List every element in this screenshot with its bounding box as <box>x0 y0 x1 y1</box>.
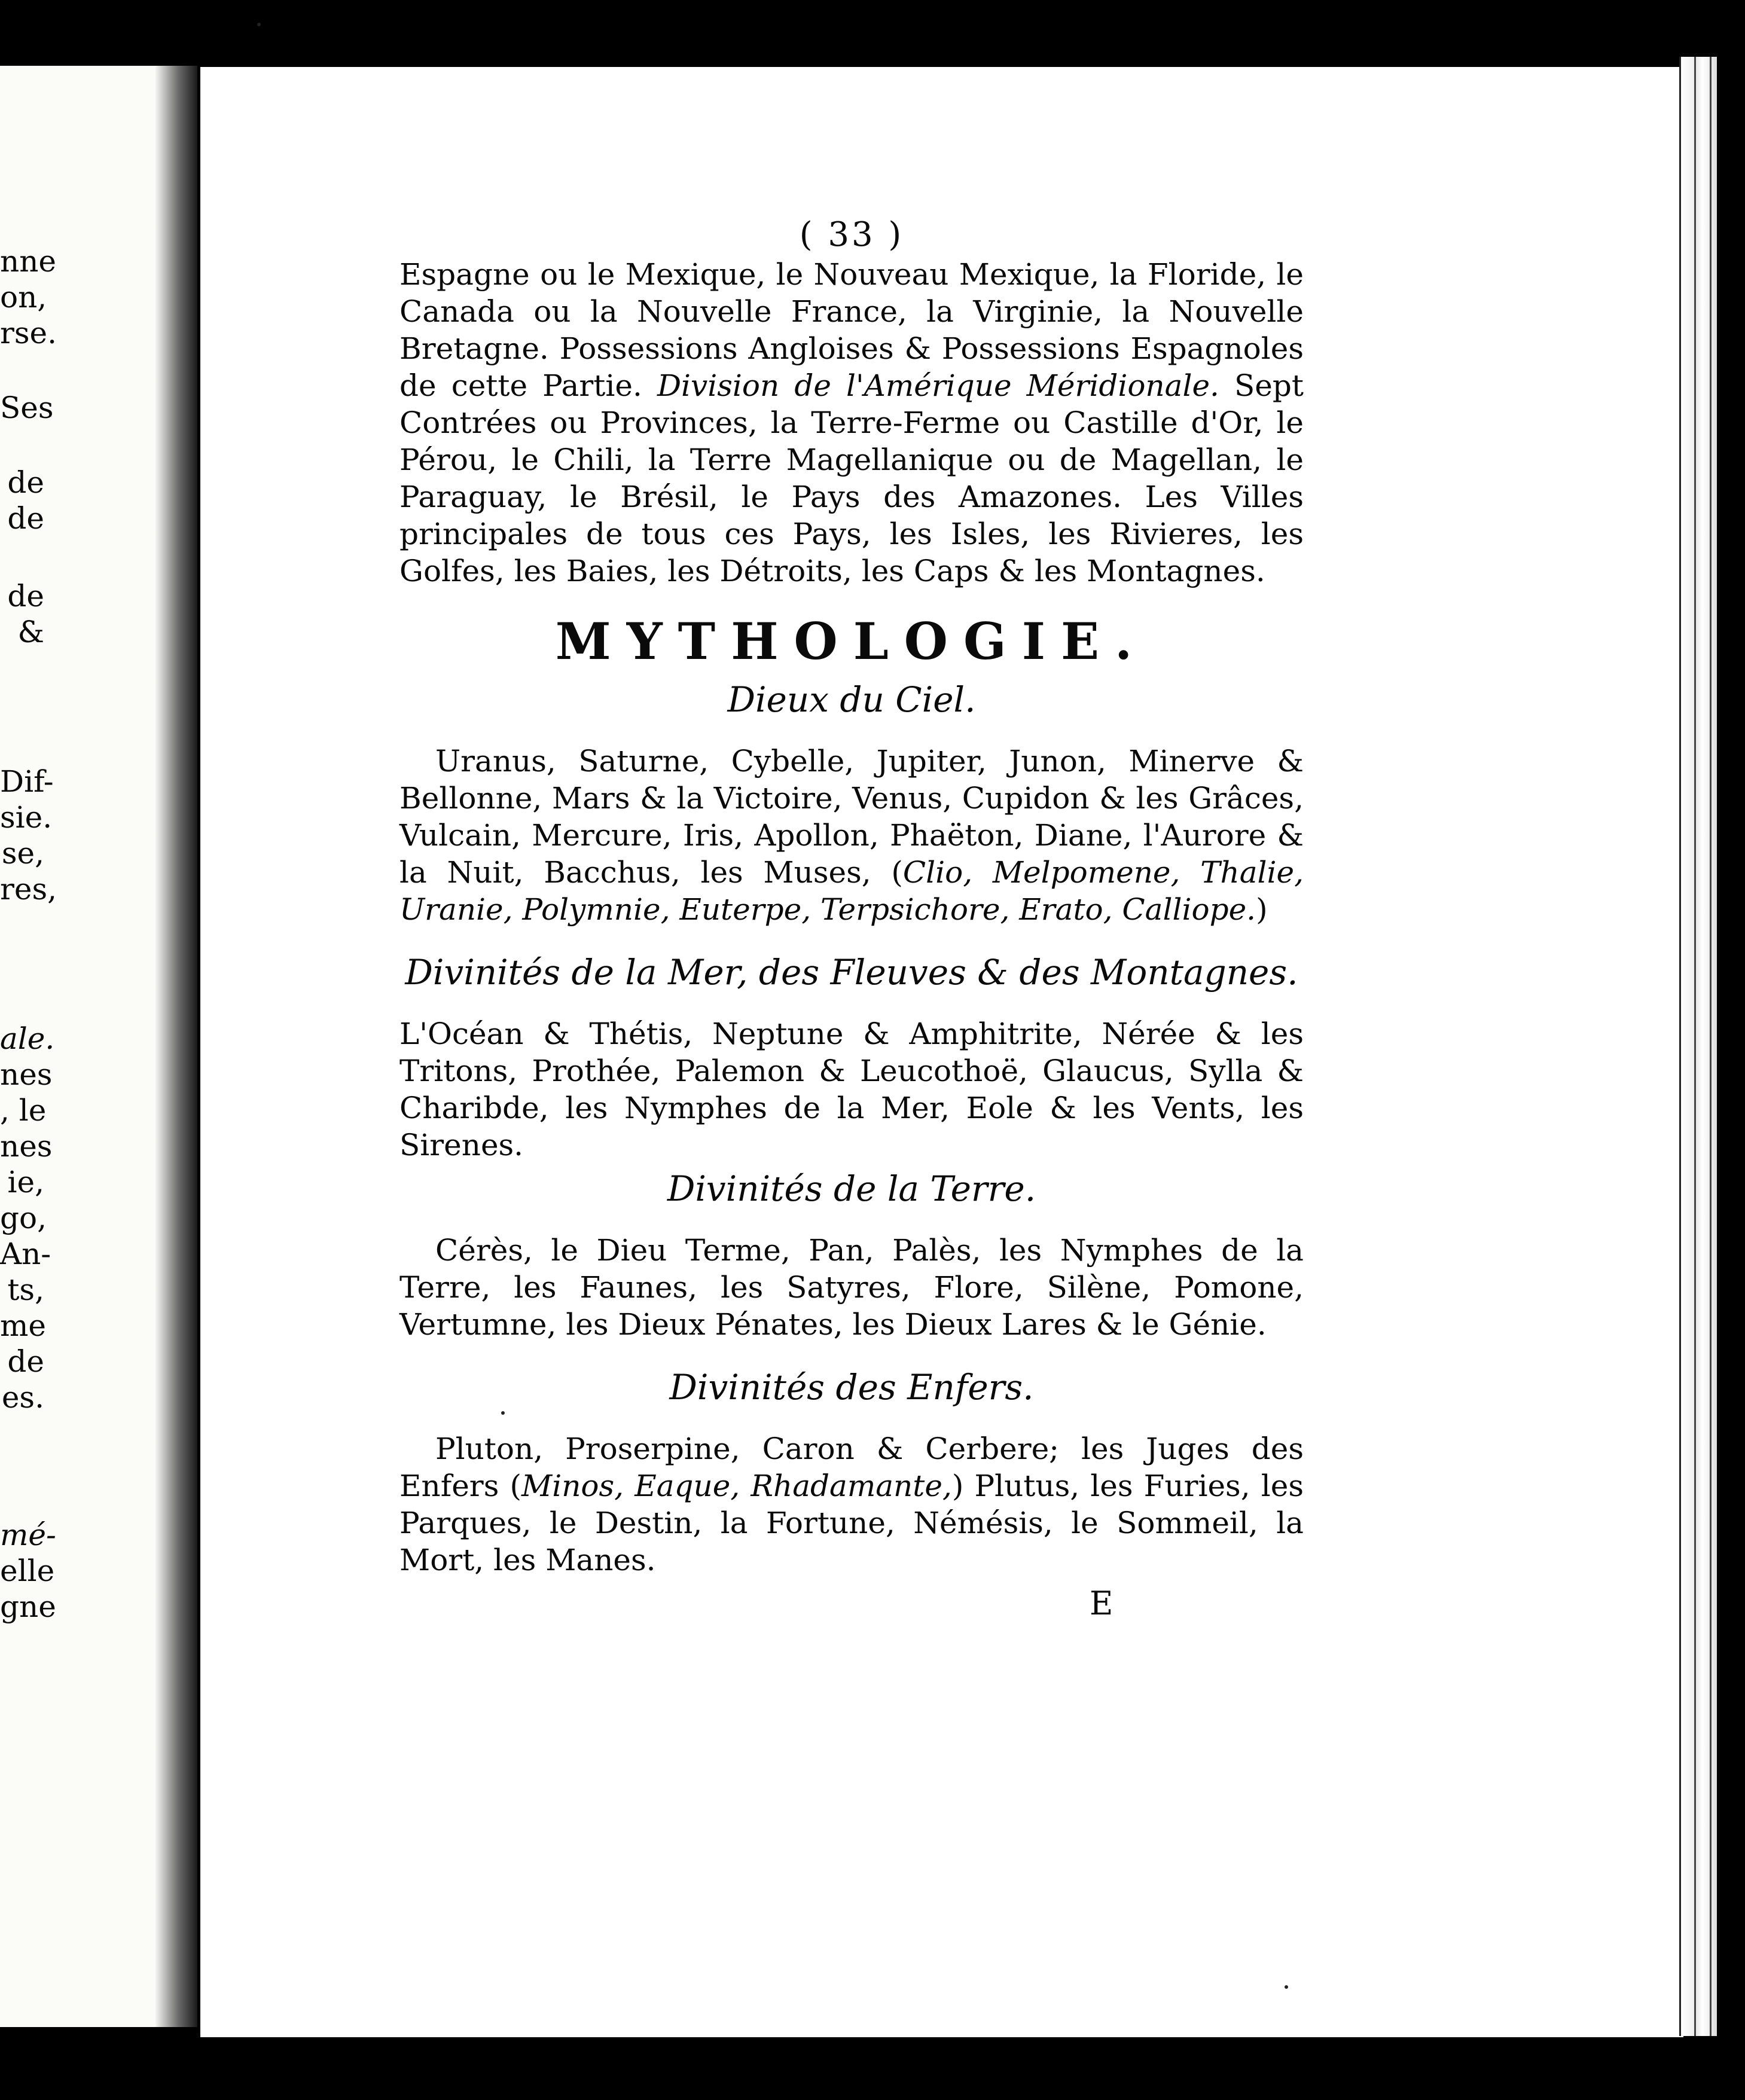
subheading-enfers: Divinités des Enfers. <box>669 1367 1034 1408</box>
left-fragment: de <box>7 465 44 500</box>
page-edge-line <box>1694 57 1696 2036</box>
dust-speck <box>257 23 261 26</box>
left-fragment: ts, <box>7 1272 44 1307</box>
juges-list: Minos, Eaque, Rhadamante, <box>521 1469 952 1503</box>
section-heading: MYTHOLOGIE. <box>555 612 1148 671</box>
left-fragment: on, <box>0 280 47 315</box>
intro-italic-heading: Division de l'Amérique Méridionale. <box>657 368 1219 403</box>
left-fragment: elle <box>0 1553 55 1588</box>
gutter-shadow <box>155 66 197 2027</box>
left-fragment: se, <box>1 836 44 871</box>
page-text <box>399 216 1304 1579</box>
enfers-text-end: ) Plutus, les Furies, les Parques, le Destin, la Fortune, Némésis, le Sommeil, la Mort, les Manes. <box>399 1469 1304 1577</box>
left-fragment: me <box>0 1308 47 1343</box>
paragraph-terre: Cérès, le Dieu Terme, Pan, Palès, les Nymphes de la Terre, les Faunes, les Satyres, Flore, Silène, Pomone, Vertumne, les Dieux Pénates, les Dieux Lares & le Génie. <box>399 1233 1304 1342</box>
paragraph-ciel <box>399 743 1304 928</box>
left-fragment: gne <box>0 1589 56 1624</box>
left-fragment: Ses <box>0 390 54 425</box>
left-fragment: rse. <box>0 316 57 350</box>
left-fragment: mé- <box>0 1518 56 1552</box>
left-fragment: es. <box>1 1380 44 1415</box>
left-fragment: res, <box>0 872 57 906</box>
left-fragment: go, <box>0 1201 47 1235</box>
page-number: ( 33 ) <box>799 215 904 254</box>
facing-page-fragment <box>0 66 197 2027</box>
ciel-text-start: Uranus, Saturne, Cybelle, Jupiter, Junon, Minerve & Bellonne, Mars & la Victoire, Venus, Cupidon & les Grâces, Vulcain, Mercure, Iris, Apollon, Phaëton, Diane, l'Aurore & la Nuit, Bacchus, les Muses, ( <box>399 744 1304 890</box>
catchword: E <box>1090 1585 1113 1622</box>
muses-list: Clio, Melpomene, Thalie, Uranie, Polymnie, Euterpe, Terpsichore, Erato, Calliope. <box>399 855 1304 927</box>
left-fragment: de <box>7 501 44 536</box>
left-fragment: Dif- <box>0 764 54 799</box>
left-fragment: sie. <box>0 800 53 835</box>
left-fragment: nes <box>0 1057 53 1092</box>
subheading-ciel: Dieux du Ciel. <box>727 679 976 720</box>
page-edge <box>1679 57 1717 2036</box>
enfers-text-start: Pluton, Proserpine, Caron & Cerbere; les Juges des Enfers ( <box>399 1431 1304 1503</box>
subheading-terre: Divinités de la Terre. <box>667 1168 1036 1209</box>
intro-text-start: Espagne ou le Mexique, le Nouveau Mexique, la Floride, le Canada ou la Nouvelle France, la Virginie, la Nouvelle Bretagne. Possessions Angloises & Possessions Espagnoles de cette Partie. <box>399 257 1304 403</box>
left-fragment: ale. <box>0 1021 55 1056</box>
left-fragment: , le <box>0 1093 47 1128</box>
paragraph-mer: L'Océan & Thétis, Neptune & Amphitrite, Nérée & les Tritons, Prothée, Palemon & Leucothoë, Glaucus, Sylla & Charibde, les Nymphes de la Mer, Eole & les Vents, les Sirenes. <box>399 1017 1304 1162</box>
intro-text-end: Sept Contrées ou Provinces, la Terre-Ferme ou Castille d'Or, le Pérou, le Chili, la Terre Magellanique ou de Magellan, le Paraguay, le Brésil, le Pays des Amazones. Les Villes principales de tous ces Pays, les Isles, les Rivieres, les Golfes, les Baies, les Détroits, les Caps & les Montagnes. <box>399 368 1304 588</box>
left-fragment: de <box>7 1344 44 1379</box>
intro-paragraph <box>399 256 1304 590</box>
subheading-mer: Divinités de la Mer, des Fleuves & des Montagnes. <box>405 952 1298 993</box>
page-edge-line <box>1710 57 1712 2036</box>
dust-speck <box>1285 1985 1288 1989</box>
paragraph-enfers <box>399 1430 1304 1579</box>
left-fragment: nne <box>0 244 56 279</box>
left-fragment: An- <box>0 1237 51 1271</box>
left-fragment: & <box>17 615 44 649</box>
left-fragment: de <box>7 579 44 613</box>
left-fragment: ie, <box>7 1165 44 1199</box>
left-fragment: nes <box>0 1129 53 1164</box>
ciel-text-end: ) <box>1256 892 1268 927</box>
